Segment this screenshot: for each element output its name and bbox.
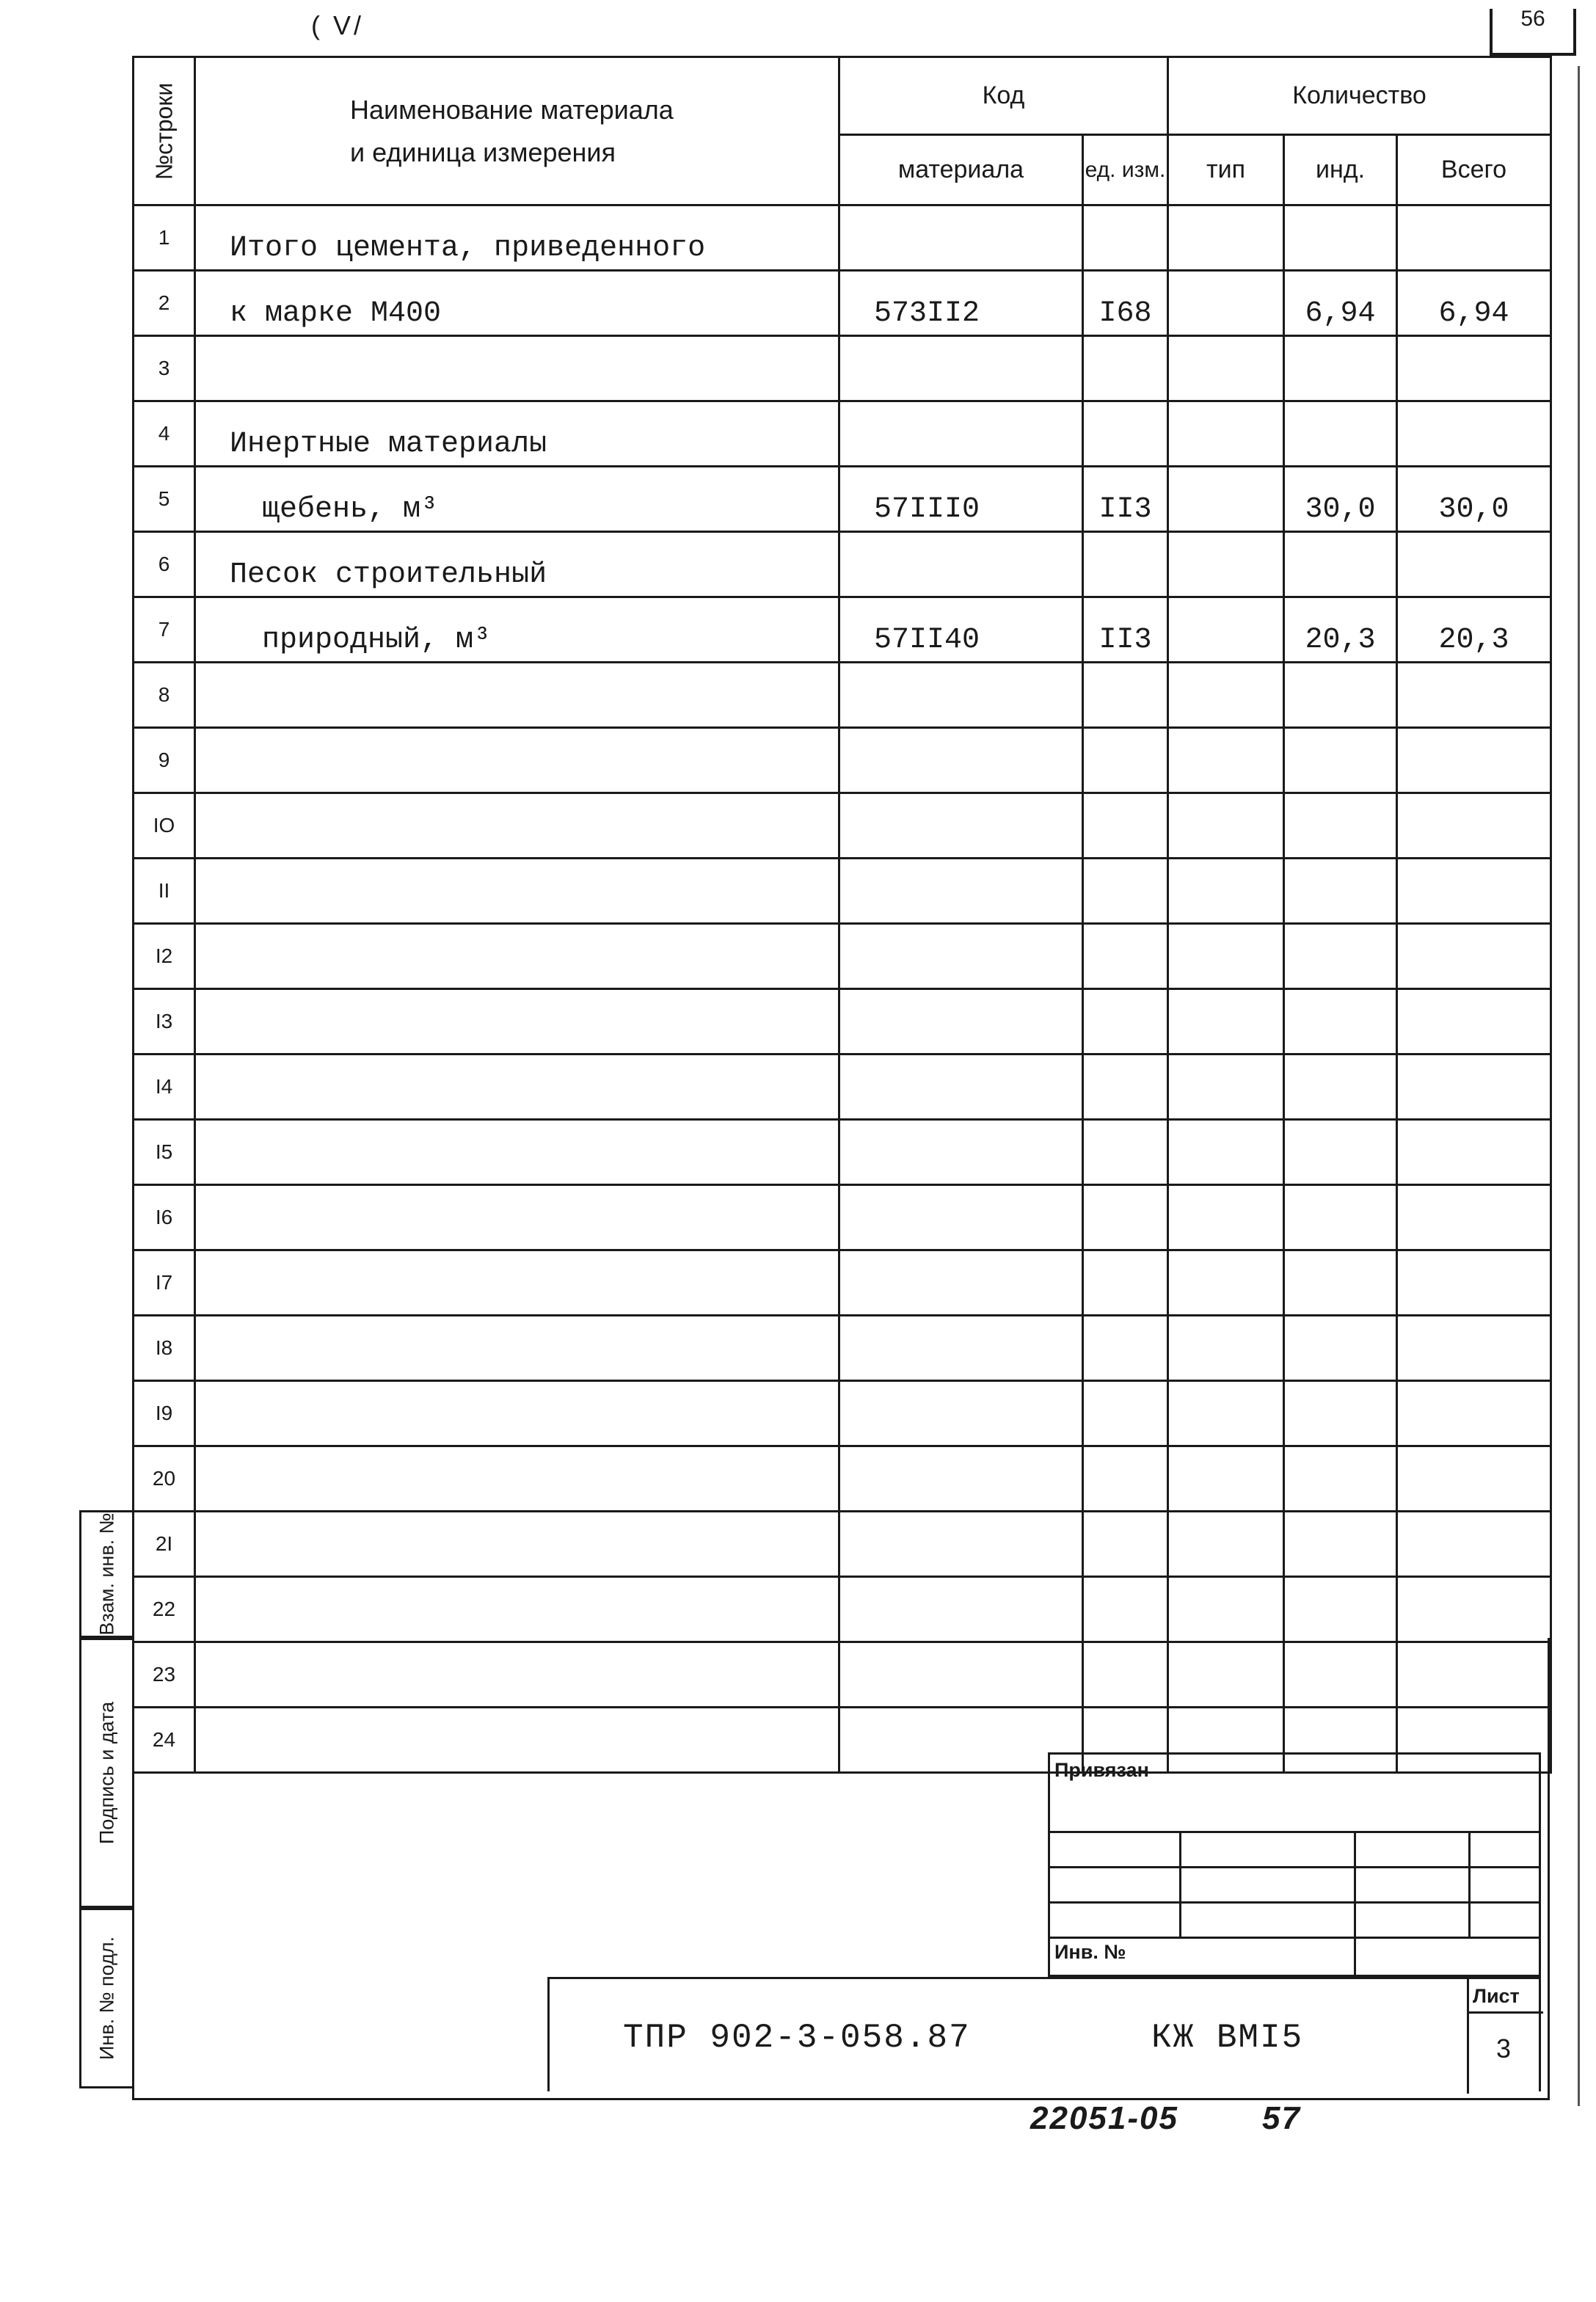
unit-code (1083, 728, 1168, 793)
material-code (839, 663, 1083, 728)
qty-type (1168, 336, 1284, 401)
row-number: 6 (134, 532, 195, 597)
qty-ind (1284, 989, 1397, 1055)
qty-ind: 6,94 (1284, 271, 1397, 336)
unit-code (1083, 1185, 1168, 1250)
qty-ind (1284, 1250, 1397, 1316)
qty-type (1168, 1120, 1284, 1185)
table-row (134, 1316, 1551, 1381)
title-divider (1467, 1979, 1469, 2094)
row-number-header (134, 57, 195, 205)
material-name: природный, м³ (195, 597, 839, 663)
row-number: I3 (134, 989, 195, 1055)
row-number: I9 (134, 1381, 195, 1446)
side-label-replace-inv: Взам. инв. № (95, 1512, 117, 1636)
qty-total (1397, 728, 1551, 793)
table-row (134, 1446, 1551, 1512)
material-code (839, 1055, 1083, 1120)
qty-ind (1284, 1381, 1397, 1446)
material-name: Инертные материалы (195, 401, 839, 467)
material-code (839, 1185, 1083, 1250)
material-name (195, 793, 839, 859)
material-code (839, 1512, 1083, 1577)
table-row (134, 1055, 1551, 1120)
qty-type (1168, 728, 1284, 793)
code-material-header: материала (839, 135, 1083, 205)
row-number: 1 (134, 205, 195, 271)
code-group-header: Код (839, 57, 1168, 135)
unit-code (1083, 859, 1168, 924)
table-row (134, 728, 1551, 793)
material-code (839, 1120, 1083, 1185)
material-code (839, 336, 1083, 401)
qty-total (1397, 401, 1551, 467)
qty-ind (1284, 793, 1397, 859)
stamp-line (1050, 1831, 1539, 1833)
unit-code (1083, 1512, 1168, 1577)
table-row (134, 1381, 1551, 1446)
row-number: 7 (134, 597, 195, 663)
material-name (195, 1512, 839, 1577)
material-code (839, 205, 1083, 271)
binding-stamp (1048, 1752, 1541, 1977)
row-number: 22 (134, 1577, 195, 1642)
material-name (195, 1577, 839, 1642)
row-number: 8 (134, 663, 195, 728)
row-number: 9 (134, 728, 195, 793)
row-number: IO (134, 793, 195, 859)
qty-ind (1284, 859, 1397, 924)
material-name-header-line1: Наименование материала (350, 94, 674, 125)
material-code (839, 1316, 1083, 1381)
material-name: Песок строительный (195, 532, 839, 597)
qty-total (1397, 1577, 1551, 1642)
qty-type (1168, 663, 1284, 728)
material-name (195, 989, 839, 1055)
sheet-value: 3 (1496, 2033, 1512, 2064)
unit-code (1083, 205, 1168, 271)
unit-code (1083, 1316, 1168, 1381)
material-name (195, 336, 839, 401)
qty-total (1397, 1316, 1551, 1381)
material-name (195, 1250, 839, 1316)
sheet-number-box (1490, 9, 1576, 56)
unit-code (1083, 663, 1168, 728)
material-name: щебень, м³ (195, 467, 839, 532)
qty-total (1397, 336, 1551, 401)
material-name (195, 1055, 839, 1120)
material-code (839, 1250, 1083, 1316)
table-row (134, 859, 1551, 924)
code-unit-header: ед. изм. (1083, 135, 1168, 205)
stamp-divider (1179, 1831, 1181, 1937)
row-number: I6 (134, 1185, 195, 1250)
qty-type (1168, 1381, 1284, 1446)
qty-ind (1284, 663, 1397, 728)
qty-type (1168, 1250, 1284, 1316)
unit-code: I68 (1083, 271, 1168, 336)
qty-ind (1284, 1055, 1397, 1120)
material-code (839, 924, 1083, 989)
qty-ind (1284, 1446, 1397, 1512)
qty-type (1168, 1316, 1284, 1381)
table-row (134, 532, 1551, 597)
unit-code (1083, 924, 1168, 989)
table-row (134, 663, 1551, 728)
top-mark: ( V/ (311, 10, 365, 40)
material-name (195, 1446, 839, 1512)
stamp-divider (1468, 1831, 1471, 1937)
unit-code: II3 (1083, 597, 1168, 663)
table-row (134, 989, 1551, 1055)
qty-ind (1284, 1316, 1397, 1381)
unit-code (1083, 793, 1168, 859)
qty-total (1397, 989, 1551, 1055)
unit-code (1083, 1055, 1168, 1120)
qty-type (1168, 1055, 1284, 1120)
qty-type (1168, 1512, 1284, 1577)
qty-total-header: Всего (1397, 135, 1551, 205)
qty-total (1397, 1512, 1551, 1577)
qty-total (1397, 1381, 1551, 1446)
qty-type (1168, 532, 1284, 597)
qty-type (1168, 859, 1284, 924)
stamp-divider (1354, 1831, 1356, 1978)
unit-code (1083, 1446, 1168, 1512)
material-name (195, 1185, 839, 1250)
document-code: ТПР 902-3-058.87 (623, 2019, 971, 2057)
material-code (839, 1381, 1083, 1446)
qty-type (1168, 597, 1284, 663)
unit-code (1083, 1120, 1168, 1185)
material-code: 57III0 (839, 467, 1083, 532)
table-row (134, 1250, 1551, 1316)
table-row (134, 401, 1551, 467)
sheet-number: 56 (1520, 9, 1545, 31)
table-row (134, 1185, 1551, 1250)
qty-total (1397, 1055, 1551, 1120)
material-code (839, 989, 1083, 1055)
qty-ind: 20,3 (1284, 597, 1397, 663)
qty-total (1397, 793, 1551, 859)
materials-table (132, 56, 1552, 1774)
qty-ind (1284, 1577, 1397, 1642)
unit-code (1083, 1577, 1168, 1642)
row-number: I8 (134, 1316, 195, 1381)
qty-type (1168, 205, 1284, 271)
material-name (195, 859, 839, 924)
unit-code (1083, 1381, 1168, 1446)
qty-total (1397, 663, 1551, 728)
qty-type (1168, 1577, 1284, 1642)
qty-total (1397, 1250, 1551, 1316)
qty-ind (1284, 205, 1397, 271)
qty-type (1168, 271, 1284, 336)
binding-label: Привязан (1054, 1759, 1149, 1781)
qty-ind (1284, 1185, 1397, 1250)
material-code: 57II40 (839, 597, 1083, 663)
row-number: 3 (134, 336, 195, 401)
archive-number: 22051-05 (1030, 2100, 1178, 2136)
qty-total (1397, 205, 1551, 271)
quantity-group-header: Количество (1168, 57, 1551, 135)
material-code (839, 793, 1083, 859)
qty-total: 30,0 (1397, 467, 1551, 532)
inv-label: Инв. № (1054, 1941, 1126, 1963)
side-box-sign-date (79, 1638, 132, 1908)
unit-code (1083, 401, 1168, 467)
page-number: 57 (1262, 2100, 1301, 2136)
row-number: 2 (134, 271, 195, 336)
stamp-line (1050, 1937, 1539, 1939)
page-edge-line (1578, 66, 1580, 2106)
qty-type-header: тип (1168, 135, 1284, 205)
row-number: 2I (134, 1512, 195, 1577)
qty-ind (1284, 1512, 1397, 1577)
table-row (134, 1120, 1551, 1185)
material-name: Итого цемента, приведенного (195, 205, 839, 271)
material-name-header (195, 57, 839, 205)
header-row-top (134, 57, 1551, 135)
unit-code (1083, 532, 1168, 597)
table-row (134, 205, 1551, 271)
qty-ind (1284, 532, 1397, 597)
qty-ind (1284, 401, 1397, 467)
stamp-line (1050, 1901, 1539, 1904)
material-name-header-line2: и единица измерения (350, 136, 616, 167)
table-row (134, 597, 1551, 663)
title-block (547, 1977, 1541, 2091)
row-number: I7 (134, 1250, 195, 1316)
side-box-inv-orig (79, 1908, 132, 2088)
qty-total (1397, 1446, 1551, 1512)
qty-type (1168, 467, 1284, 532)
material-code: 573II2 (839, 271, 1083, 336)
row-number: I2 (134, 924, 195, 989)
material-name: к марке М400 (195, 271, 839, 336)
qty-total: 20,3 (1397, 597, 1551, 663)
qty-total (1397, 924, 1551, 989)
table-row (134, 271, 1551, 336)
side-label-inv-orig: Инв. № подл. (95, 1936, 117, 2061)
table-row (134, 1577, 1551, 1642)
material-name (195, 1316, 839, 1381)
qty-ind-header: инд. (1284, 135, 1397, 205)
row-number: 23 (134, 1642, 195, 1708)
qty-type (1168, 1446, 1284, 1512)
table-row (134, 336, 1551, 401)
row-number-header-label: №строки (150, 82, 177, 180)
row-number: 24 (134, 1708, 195, 1773)
unit-code (1083, 1250, 1168, 1316)
qty-ind (1284, 1120, 1397, 1185)
row-number: 4 (134, 401, 195, 467)
table-row (134, 793, 1551, 859)
qty-type (1168, 1185, 1284, 1250)
qty-total (1397, 859, 1551, 924)
qty-total (1397, 1185, 1551, 1250)
title-divider (1467, 2011, 1543, 2014)
material-name (195, 924, 839, 989)
row-number: II (134, 859, 195, 924)
row-number: I5 (134, 1120, 195, 1185)
table-row (134, 924, 1551, 989)
qty-total (1397, 1120, 1551, 1185)
qty-ind (1284, 728, 1397, 793)
qty-total (1397, 532, 1551, 597)
sheet-label: Лист (1473, 1985, 1520, 2007)
material-code (839, 1577, 1083, 1642)
qty-type (1168, 793, 1284, 859)
material-code (839, 1446, 1083, 1512)
material-code (839, 532, 1083, 597)
material-code (839, 728, 1083, 793)
qty-total: 6,94 (1397, 271, 1551, 336)
material-code (839, 859, 1083, 924)
side-box-replace-inv (79, 1510, 132, 1638)
row-number: 20 (134, 1446, 195, 1512)
material-name (195, 1120, 839, 1185)
material-name (195, 1381, 839, 1446)
qty-ind (1284, 336, 1397, 401)
unit-code (1083, 989, 1168, 1055)
qty-type (1168, 401, 1284, 467)
unit-code: II3 (1083, 467, 1168, 532)
table-row (134, 467, 1551, 532)
qty-type (1168, 924, 1284, 989)
stamp-line (1050, 1866, 1539, 1868)
row-number: I4 (134, 1055, 195, 1120)
table-row (134, 1512, 1551, 1577)
row-number: 5 (134, 467, 195, 532)
qty-ind: 30,0 (1284, 467, 1397, 532)
unit-code (1083, 336, 1168, 401)
document-mark: КЖ ВМI5 (1151, 2019, 1304, 2057)
material-name (195, 663, 839, 728)
side-label-sign-date: Подпись и дата (95, 1701, 117, 1845)
qty-type (1168, 989, 1284, 1055)
material-name (195, 728, 839, 793)
qty-ind (1284, 924, 1397, 989)
material-code (839, 401, 1083, 467)
